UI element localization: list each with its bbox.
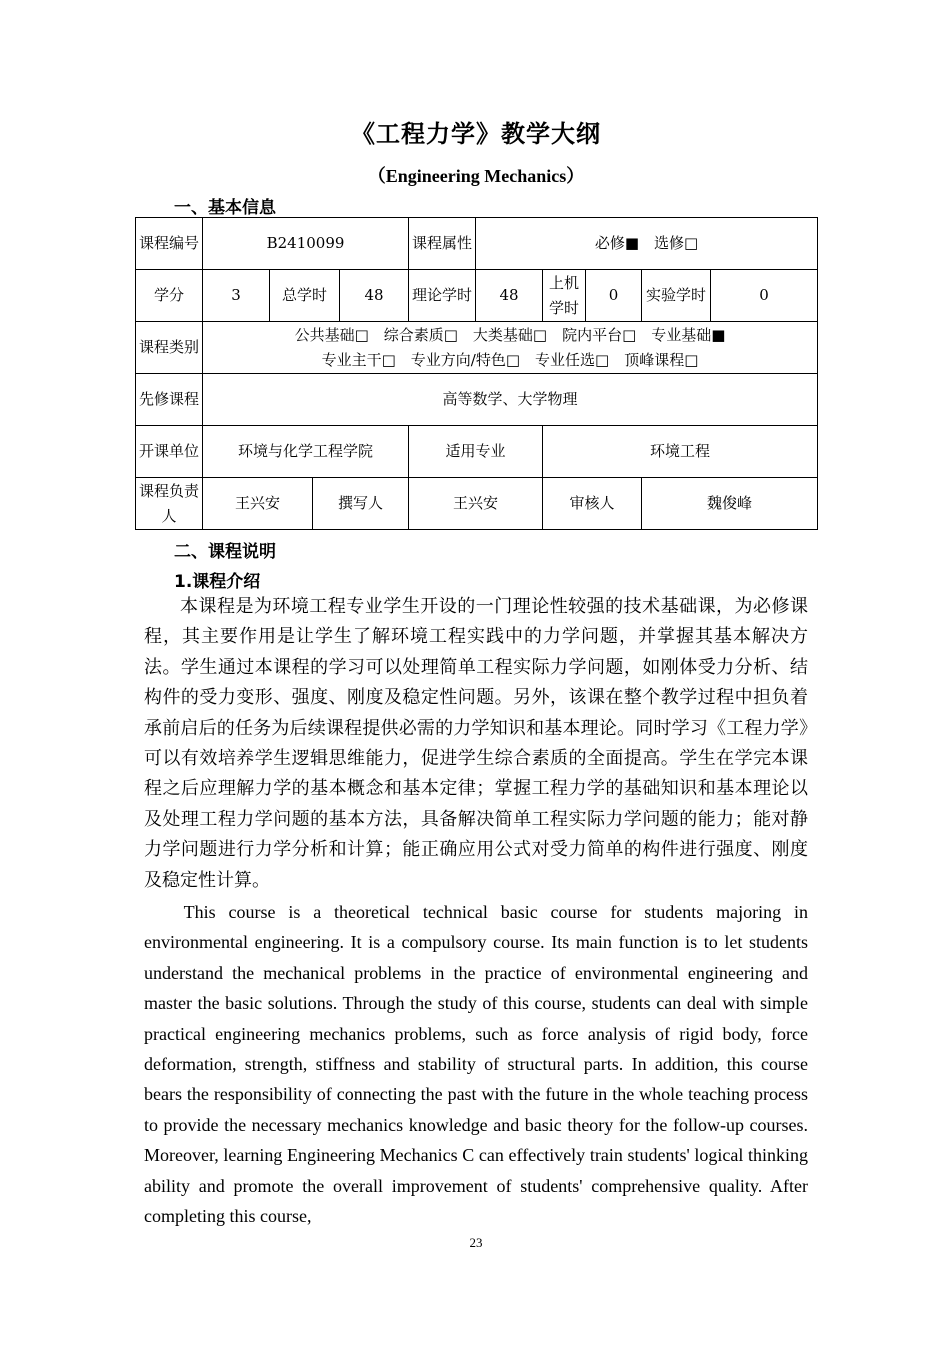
reviewer-label: 审核人 [543, 478, 642, 530]
writer-label: 撰写人 [313, 478, 409, 530]
lab-hours-label: 实验学时 [642, 270, 711, 322]
table-row [136, 270, 818, 322]
theory-hours-label: 理论学时 [409, 270, 476, 322]
reviewer-value: 魏俊峰 [642, 478, 818, 530]
credit-label: 学分 [136, 270, 203, 322]
computer-hours-value: 0 [586, 270, 642, 322]
table-row [136, 218, 818, 270]
category-line-2: 专业主干□ 专业方向/特色□ 专业任选□ 顶峰课程□ [321, 350, 699, 369]
section-heading-course-description: 二、课程说明 [174, 542, 276, 562]
category-value [203, 322, 818, 374]
document-subtitle: （Engineering Mechanics） [367, 166, 585, 186]
page-number: 23 [469, 1235, 483, 1250]
total-hours-label: 总学时 [270, 270, 340, 322]
prereq-label: 先修课程 [136, 374, 203, 426]
table-row [136, 478, 818, 530]
theory-hours-value: 48 [476, 270, 543, 322]
major-label: 适用专业 [409, 426, 543, 478]
document-title: 《工程力学》教学大纲 [351, 120, 601, 148]
owner-value: 王兴安 [203, 478, 313, 530]
attr-value: 必修■ 选修□ [476, 218, 818, 270]
category-line-1: 公共基础□ 综合素质□ 大类基础□ 院内平台□ 专业基础■ [294, 325, 726, 344]
code-label: 课程编号 [136, 218, 203, 270]
table-row [136, 426, 818, 478]
computer-hours-label: 上机学时 [543, 270, 586, 322]
credit-value: 3 [203, 270, 270, 322]
intro-paragraph-english: This course is a theoretical technical basic course for students majoring in environmental engineering. It is a compulsory course. Its main function is to let students understand the mechanical problems in the practice of environmental engineering and master the basic solutions. Through the study of this course, students can deal with simple practical engineering mechanics problems, such as force analysis of rigid body, force deformation, strength, stiffness and stability of structural parts. In addition, this course bears the responsibility of connecting the past with the future in the whole teaching process to provide the necessary mechanics knowledge and basic theory for the follow-up courses. Moreover, learning Engineering Mechanics C can effectively train students' logical thinking ability and promote the overall improvement of students' comprehensive quality. After completing this course, [144, 902, 808, 1227]
intro-paragraph-chinese: 本课程是为环境工程专业学生开设的一门理论性较强的技术基础课，为必修课程，其主要作用是让学生了解环境工程实践中的力学问题，并掌握其基本解决方法。学生通过本课程的学习可以处理简单工程实际力学问题，如刚体受力分析、结构件的受力变形、强度、刚度及稳定性问题。另外，该课在整个教学过程中担负着承前启后的任务为后续课程提供必需的力学知识和基本理论。同时学习《工程力学》可以有效培养学生逻辑思维能力，促进学生综合素质的全面提高。学生在学完本课程之后应理解力学的基本概念和基本定律；掌握工程力学的基础知识和基本理论以及处理工程力学问题的基本方法，具备解决简单工程实际力学问题的能力；能对静力学问题进行力学分析和计算；能正确应用公式对受力简单的构件进行强度、刚度及稳定性计算。 [144, 596, 808, 891]
basic-info-table [135, 217, 818, 530]
code-value: B2410099 [203, 218, 409, 270]
prereq-value: 高等数学、大学物理 [203, 374, 818, 426]
major-value: 环境工程 [543, 426, 818, 478]
owner-label: 课程负责人 [136, 478, 203, 530]
unit-label: 开课单位 [136, 426, 203, 478]
table-row [136, 374, 818, 426]
category-label: 课程类别 [136, 322, 203, 374]
writer-value: 王兴安 [409, 478, 543, 530]
lab-hours-value: 0 [711, 270, 818, 322]
unit-value: 环境与化学工程学院 [203, 426, 409, 478]
section-heading-basic-info: 一、基本信息 [174, 198, 276, 218]
section-heading-course-intro: 1.课程介绍 [174, 572, 261, 592]
attr-label: 课程属性 [409, 218, 476, 270]
total-hours-value: 48 [340, 270, 409, 322]
table-row [136, 322, 818, 374]
